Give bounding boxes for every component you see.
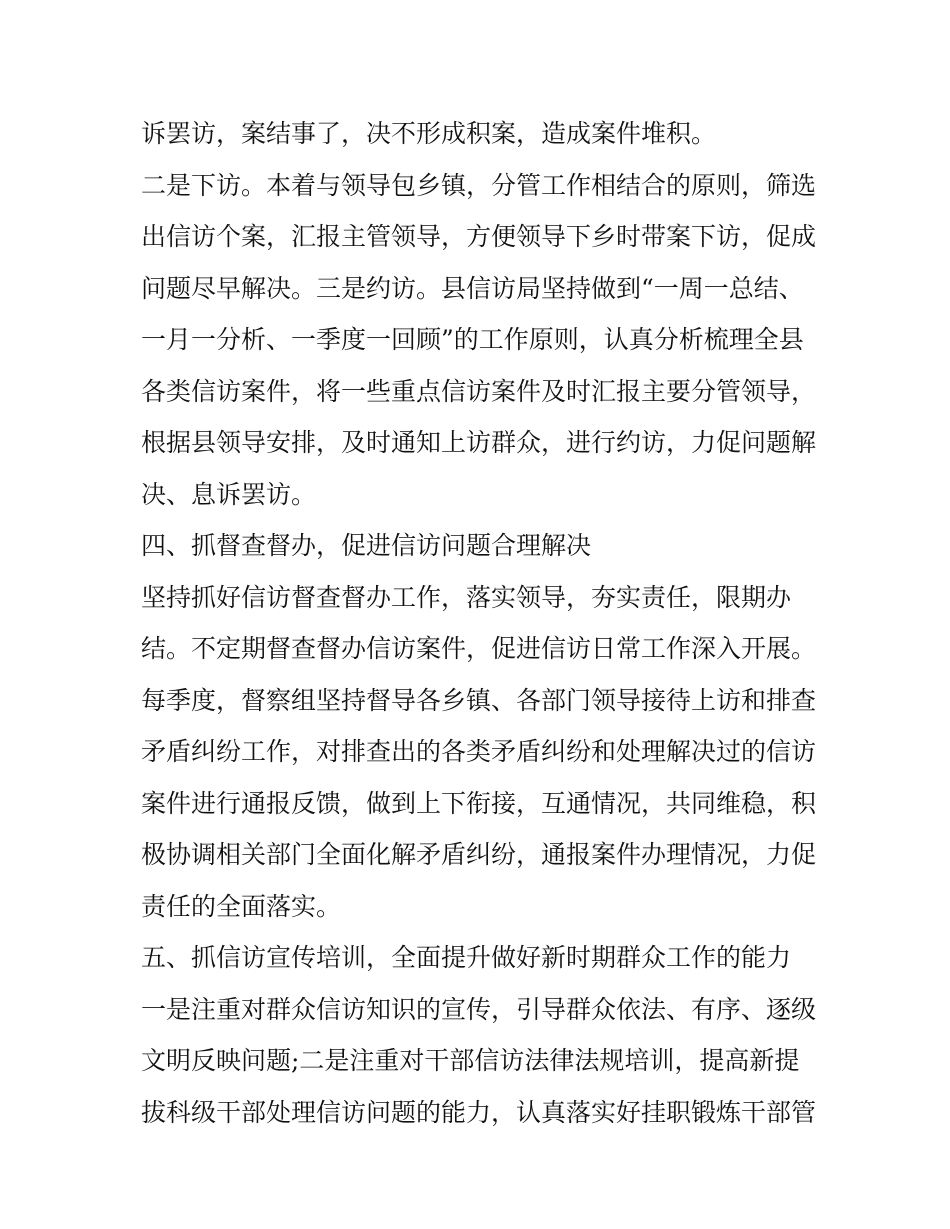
text-line-3: 出信访个案，汇报主管领导，方便领导下乡时带案下访，促成 xyxy=(141,222,817,251)
text-line-5: 一月一分析、一季度一回顾”的工作原则，认真分析梳理全县 xyxy=(141,325,804,354)
text-line-18: 一是注重对群众信访知识的宣传，引导群众依法、有序、逐级 xyxy=(141,994,817,1024)
text-line-6: 各类信访案件，将一些重点信访案件及时汇报主要分管领导， xyxy=(141,376,817,406)
section-heading-4: 四、抓督查督办，促进信访问题合理解决 xyxy=(141,531,592,560)
text-line-4: 问题尽早解决。三是约访。县信访局坚持做到“一周一总结、 xyxy=(141,273,804,303)
text-line-19: 文明反映问题;二是注重对干部信访法律法规培训，提高新提 xyxy=(141,1046,800,1075)
document-body xyxy=(141,108,821,1138)
text-line-8: 决、息诉罢访。 xyxy=(141,479,317,509)
text-line-2: 二是下访。本着与领导包乡镇，分管工作相结合的原则，筛选 xyxy=(141,170,817,200)
text-line-7: 根据县领导安排，及时通知上访群众，进行约访，力促问题解 xyxy=(141,428,817,457)
text-line-11: 结。不定期督查督办信访案件，促进信访日常工作深入开展。 xyxy=(141,634,817,663)
text-line-16: 责任的全面落实。 xyxy=(141,891,342,921)
text-line-15: 极协调相关部门全面化解矛盾纠纷，通报案件办理情况，力促 xyxy=(141,840,817,869)
section-heading-5: 五、抓信访宣传培训，全面提升做好新时期群众工作的能力 xyxy=(141,943,792,972)
text-line-14: 案件进行通报反馈，做到上下衔接，互通情况，共同维稳，积 xyxy=(141,788,817,818)
text-line-13: 矛盾纠纷工作，对排查出的各类矛盾纠纷和处理解决过的信访 xyxy=(141,737,817,766)
text-line-1: 诉罢访，案结事了，决不形成积案，造成案件堆积。 xyxy=(141,119,717,148)
text-line-20: 拔科级干部处理信访问题的能力，认真落实好挂职锻炼干部管 xyxy=(141,1097,817,1127)
text-line-12: 每季度，督察组坚持督导各乡镇、各部门领导接待上访和排查 xyxy=(141,685,817,715)
text-line-10: 坚持抓好信访督查督办工作，落实领导，夯实责任，限期办 xyxy=(141,582,792,612)
